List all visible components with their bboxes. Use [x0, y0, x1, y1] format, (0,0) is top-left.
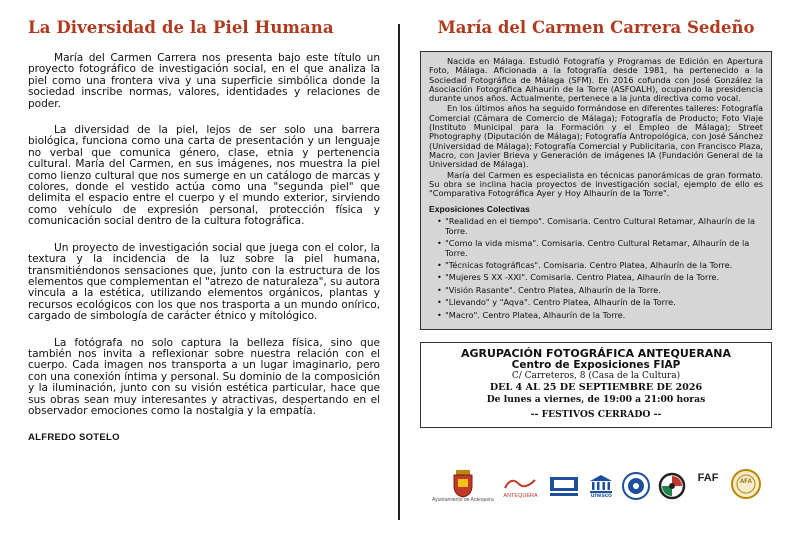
essay-author: ALFREDO SOTELO: [28, 432, 120, 444]
exhibitions-list: [429, 217, 763, 320]
essay-paragraph-4: La fotógrafa no solo captura la belleza física, sino que también nos invita a reflexionar sobre nuestra relación con el cuerpo. Cada imagen nos transporta a un lugar imaginario, pero con una conexión íntima y personal. Su dominio de la composición y la iluminación, junto con su visión estética particular, hace que sus obras sean muy interesantes y atractivas, despertando en el observador emociones como la nostalgia y la empatía.: [28, 336, 380, 417]
ayuntamiento-logo: Ayuntamiento de Antequera: [432, 470, 494, 503]
venue-box: [420, 342, 772, 428]
lens-icon: [658, 472, 686, 500]
bullet-icon: •: [437, 238, 442, 249]
bullet-icon: •: [437, 309, 442, 320]
essay-title: La Diversidad de la Piel Humana: [28, 18, 334, 37]
bullet-icon: •: [437, 297, 442, 308]
antequera-mark-icon: [501, 474, 541, 494]
artist-name-title: María del Carmen Carrera Sedeño: [437, 18, 755, 37]
government-seal-icon: [547, 473, 581, 499]
camera-lens-logo: [658, 472, 686, 500]
list-item: • "Como la vida misma". Comisaria. Centro Cultural Retamar, Alhaurín de la Torre.: [437, 238, 750, 258]
coat-of-arms-icon: [452, 470, 474, 498]
faf-logo: FAF: [693, 471, 723, 502]
bullet-icon: •: [437, 284, 442, 295]
essay-column: [28, 18, 380, 443]
list-item: • "Macro". Centro Platea, Alhaurín de la Torre.: [437, 309, 626, 320]
essay-paragraph-2: La diversidad de la piel, lejos de ser solo una barrera biológica, funciona como una carta de presentación y un lenguaje no verbal que comunica género, clase, etnia y pertenencia cultural. María del Carmen, en sus imágenes, nos muestra la piel como lienzo cultural que nos sumerge en un catálogo de marcas y colores, donde el vestido actúa como una "segunda piel" que delimita el espacio entre el cuerpo y el mundo exterior, sirviendo como vehículo de expresión personal, protección física y comunicación social dentro de la cultura fotográfica.: [28, 124, 380, 228]
bullet-icon: •: [437, 272, 442, 283]
biography-box: [420, 51, 772, 330]
list-item: • "Realidad en el tiempo". Comisaria. Centro Cultural Retamar, Alhaurín de la Torre.: [437, 216, 756, 236]
bio-paragraph-1: Nacida en Málaga. Estudió Fotografía y Programas de Edición en Apertura Foto, Málaga. Aficionada a la fotografía desde 1981, ha pertenecido a la Sociedad Fotográfica de Málaga (SFM). En 2016 cofunda con José González la Asociación Fotográfica Alhaurín de la Torre (ASFOALH), ocupando la presidencia durante unos años. Actualmente, pertenece a la junta directiva como vocal.: [429, 56, 763, 104]
list-item: • "Mujeres S XX -XXI". Comisaria. Centro Platea, Alhaurín de la Torre.: [437, 272, 720, 283]
venue-dates: DEL 4 AL 25 DE SEPTIEMBRE DE 2026: [489, 382, 703, 394]
column-divider: [398, 24, 400, 520]
biography-column: [420, 18, 772, 428]
venue-address: C/ Carreteros, 8 (Casa de la Cultura): [511, 371, 681, 382]
bullet-icon: •: [437, 216, 442, 227]
sponsor-logos: [432, 464, 762, 508]
exhibitions-heading: Exposiciones Colectivas: [429, 204, 530, 215]
bio-paragraph-3: María del Carmen es especialista en técnicas panorámicas de gran formato. Su obra se inclina hacia proyectos de investigación social, ejemplo de ello es "Comparativa Fotográfica Ayer y Hoy Alhaurín de la Torre".: [429, 169, 763, 199]
list-item: • "Llevando" y "Aqva". Centro Platea, Alhaurín de la Torre.: [437, 297, 676, 308]
bio-paragraph-2: En los últimos años ha seguido formándose en diferentes talleres: Fotografía Comercial (Cámara de Comercio de Málaga); Fotografía de Producto; Foto Viaje (Instituto Municipal para la Formación y el Empleo de Málaga); Street Photography (Diputación de Málaga); Fotografía Antropológica, con José Sánchez (Universidad de Málaga); Fotografía Comercial y Publicitaria, con Francisco Plaza, Macro, con Javier Brieva y Generación de imágenes IA (Fundación General de la Universidad de Málaga).: [429, 103, 763, 170]
venue-closed-notice: -- FESTIVOS CERRADO --: [530, 409, 662, 421]
venue-center: Centro de Exposiciones FIAP: [511, 359, 681, 372]
venue-organization: AGRUPACIÓN FOTOGRÁFICA ANTEQUERANA: [460, 347, 732, 361]
list-item: • "Técnicas fotográficas". Comisaria. Centro Platea, Alhaurín de la Torre.: [437, 260, 733, 271]
afa-logo: AFA: [730, 468, 762, 505]
temple-icon: [588, 474, 614, 494]
essay-paragraph-1: María del Carmen Carrera nos presenta bajo este título un proyecto fotográfico de investigación social, en el que analiza la piel como una frontera viva y una superficie simbólica donde la sociedad inscribe normas, valores, identidades y relaciones de poder.: [28, 52, 380, 110]
round-seal-icon: [621, 471, 651, 501]
list-item: • "Visión Rasante". Centro Platea, Alhaurín de la Torre.: [437, 284, 661, 295]
bullet-icon: •: [437, 260, 442, 271]
unesco-logo: unesco: [588, 474, 614, 499]
circular-seal-logo: [621, 471, 651, 501]
antequera-logo: ANTEQUERA: [501, 474, 541, 499]
essay-paragraph-3: Un proyecto de investigación social que juega con el color, la textura y la incidencia de la luz sobre la piel humana, transmitiéndonos sensaciones que, junto con la estructura de los elementos que complementan el "atrezo de naturaleza", su autora vincula a la estética, utilizando elementos orgánicos, plantas y recursos ecológicos con los que nos trasporta a un mundo onírico, cargado de simbología de carácter étnico y mitológico.: [28, 241, 380, 323]
junta-andalucia-logo: [547, 473, 581, 499]
venue-hours: De lunes a viernes, de 19:00 a 21:00 horas: [486, 394, 706, 406]
